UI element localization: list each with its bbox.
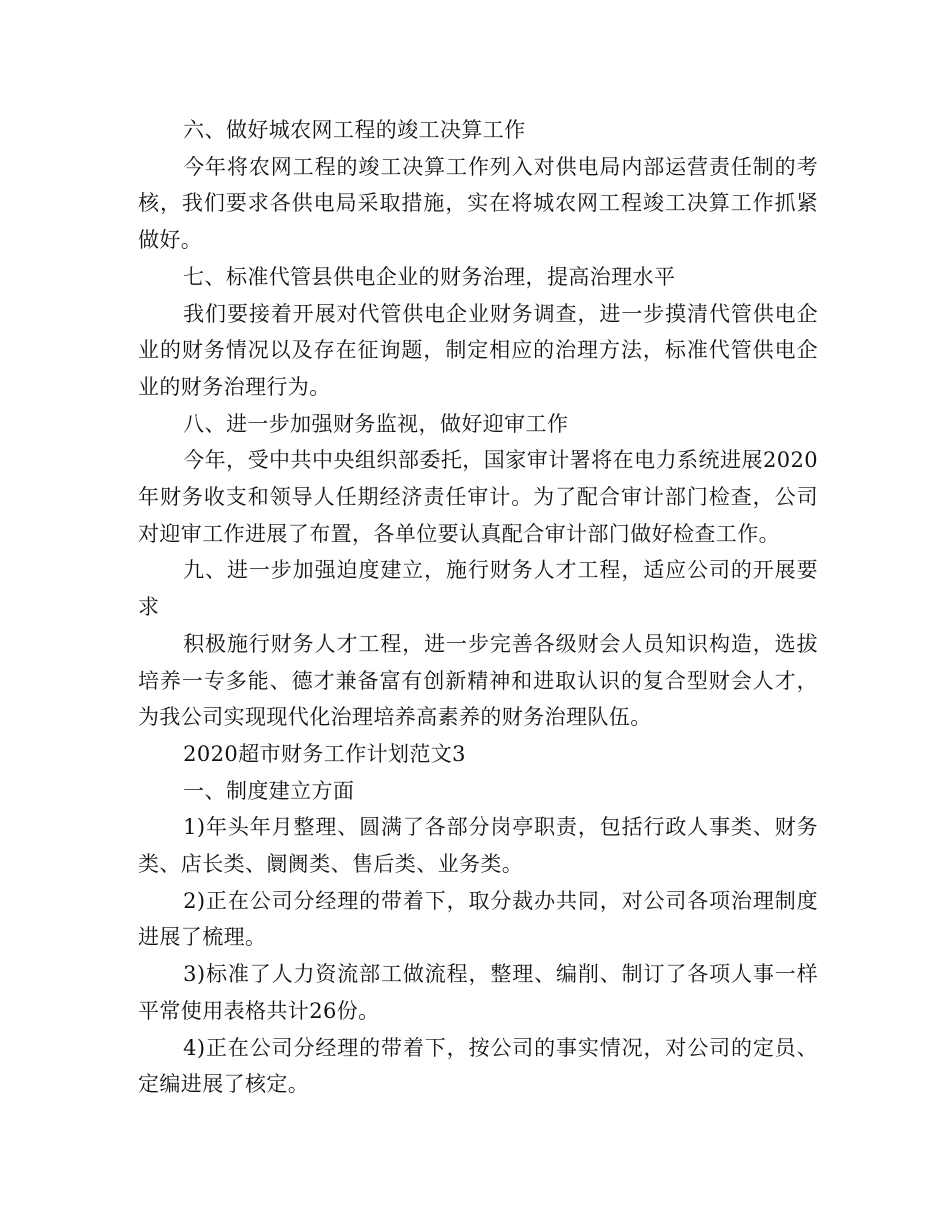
paragraph-section-7: 我们要接着开展对代管供电企业财务调查，进一步摸清代管供电企业的财务情况以及存在征询题，制定相应的治理方法，标准代管供电企业的财务治理行为。 <box>138 301 818 399</box>
list-item-1: 1)年头年月整理、圆满了各部分岗亭职责，包括行政人事类、财务类、店长类、阛阓类、售后类、业务类。 <box>138 815 818 877</box>
section-heading-8: 八、进一步加强财务监视，做好迎审工作 <box>183 411 569 436</box>
paragraph-section-9: 积极施行财务人才工程，进一步完善各级财会人员知识构造，选拔培养一专多能、德才兼备富有创新精神和进取认识的复合型财会人才，为我公司实现现代化治理培养高素养的财务治理队伍。 <box>138 631 818 730</box>
sample-title-3: 2020超市财务工作计划范文3 <box>183 741 466 766</box>
list-item-3: 3)标准了人力资流部工做流程，整理、编削、制订了各项人事一样平常使用表格共计26份。 <box>138 962 818 1023</box>
list-item-2: 2)正在公司分经理的带着下，取分裁办共同，对公司各项治理制度进展了梳理。 <box>138 888 818 950</box>
section-heading-7: 七、标准代管县供电企业的财务治理，提高治理水平 <box>183 264 676 289</box>
document-body <box>138 112 818 1103</box>
section-heading-9: 九、进一步加强迫度建立，施行财务人才工程，适应公司的开展要求 <box>138 558 818 620</box>
section-heading-6: 六、做好城农网工程的竣工决算工作 <box>183 118 526 142</box>
list-item-4: 4)正在公司分经理的带着下，按公司的事实情况，对公司的定员、定编进展了核定。 <box>138 1035 818 1097</box>
subheading-system-building: 一、制度建立方面 <box>183 778 355 803</box>
paragraph-section-8: 今年，受中共中央组织部委托，国家审计署将在电力系统进展2020年财务收支和领导人任期经济责任审计。为了配合审计部门检查，公司对迎审工作进展了布置，各单位要认真配合审计部门做好检查工作。 <box>138 448 818 546</box>
paragraph-section-6: 今年将农网工程的竣工决算工作列入对供电局内部运营责任制的考核，我们要求各供电局采取措施，实在将城农网工程竣工决算工作抓紧做好。 <box>138 154 818 253</box>
